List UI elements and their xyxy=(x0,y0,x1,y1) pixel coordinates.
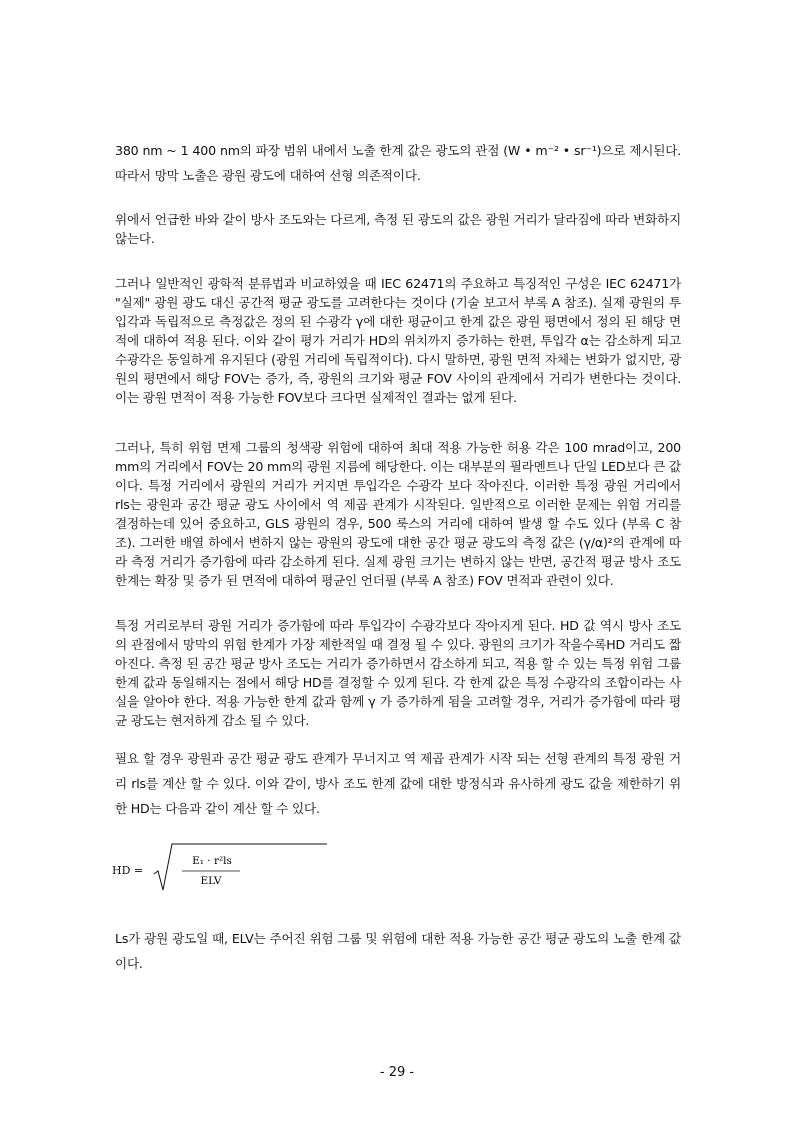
formula-numerator: E₁ · r²ls xyxy=(192,855,232,867)
paragraph-4: 그러나, 특히 위험 면제 그룹의 청색광 위험에 대하여 최대 적용 가능한 허용 각은 100 mrad이고, 200 mm의 거리에서 FOV는 20 mm의 광원 지름에 해당한다. 이는 대부분의 필라멘트나 단일 LED보다 큰 값이다. 특정 거리에서 광원의 거리가 커지면 투입각은 수광각 보다 작아진다. 이러한 특정 광원 거리에서 rls는 광원과 공간 평균 광도 사이에서 역 제곱 관계가 시작된다. 일반적으로 이러한 문제는 위험 거리를 결정하는데 있어 중요하고, GLS 광원의 경우, 500 룩스의 거리에 대하여 발생 할 수도 있다 (부록 C 참조). 그러한 배열 하에서 변하지 않는 광원의 광도에 대한 공간 평균 광도의 측정 값은 (γ/α)²의 관계에 따라 측정 거리가 증가함에 따라 감소하게 된다. 실제 광원 크기는 변하지 않는 반면, 공간적 평균 방사 조도 한계는 확장 및 증가 된 면적에 대하여 평균인 언더필 (부록 A 참조) FOV 면적과 관련이 있다. xyxy=(115,440,681,588)
paragraph-7: Ls가 광원 광도일 때, ELV는 주어진 위험 그룹 및 위험에 대한 적용 가능한 공간 평균 광도의 노출 한계 값이다. xyxy=(115,931,681,971)
formula-denominator: ELV xyxy=(200,875,222,887)
page-number: - 29 - xyxy=(379,1065,415,1080)
paragraph-1: 380 nm ~ 1 400 nm의 파장 범위 내에서 노출 한계 값은 광도의 관점 (W • m⁻² • sr⁻¹)으로 제시된다. 따라서 망막 노출은 광원 광도에 대하여 선형 의존적이다. xyxy=(115,143,681,183)
paragraph-6: 필요 할 경우 광원과 공간 평균 광도 관계가 무너지고 역 제곱 관계가 시작 되는 선형 관계의 특정 광원 거리 rls를 계산 할 수 있다. 이와 같이, 방사 조도 한계 값에 대한 방정식과 유사하게 광도 값을 제한하기 위한 HD는 다음과 같이 계산 할 수 있다. xyxy=(115,751,681,816)
formula-lhs: HD = xyxy=(112,864,144,877)
paragraph-2: 위에서 언급한 바와 같이 방사 조도와는 다르게, 측정 된 광도의 값은 광원 거리가 달라짐에 따라 변화하지 않는다. xyxy=(115,212,681,246)
paragraph-5: 특정 거리로부터 광원 거리가 증가함에 따라 투입각이 수광각보다 작아지게 된다. HD 값 역시 방사 조도의 관점에서 망막의 위험 한계가 가장 제한적일 때 결정 될 수 있다. 광원의 크기가 작을수록HD 거리도 짧아진다. 측정 된 공간 평균 방사 조도는 거리가 증가하면서 감소하게 되고, 적용 할 수 있는 특정 위험 그룹 한계 값과 동일해지는 점에서 해당 HD를 결정할 수 있게 된다. 각 한계 값은 특정 수광각의 조합이라는 사실을 알아야 한다. 적용 가능한 한계 값과 함께 γ 가 증가하게 됨을 고려할 경우, 거리가 증가함에 따라 평균 광도는 현저하게 감소 될 수 있다. xyxy=(115,618,681,728)
square-root-fraction xyxy=(152,840,332,895)
paragraph-3: 그러나 일반적인 광학적 분류법과 비교하였을 때 IEC 62471의 주요하고 특징적인 구성은 IEC 62471가 "실제" 광원 광도 대신 공간적 평균 광도를 고려한다는 것이다 (기술 보고서 부록 A 참조). 실제 광원의 투입각과 독립적으로 측정값은 정의 된 수광각 γ에 대한 평균이고 한계 값은 광원 평면에서 정의 된 해당 면적에 대하여 적용 된다. 이와 같이 평가 거리가 HD의 위치까지 증가하는 한편, 투입각 α는 감소하게 되고 수광각은 동일하게 유지된다 (광원 거리에 독립적이다). 다시 말하면, 광원 면적 자체는 변화가 없지만, 광원의 평면에서 해당 FOV는 증가, 즉, 광원의 크기와 평균 FOV 사이의 관계에서 거리가 변한다는 것이다. 이는 광원 면적이 적용 가능한 FOV보다 크다면 실제적인 결과는 없게 된다. xyxy=(115,276,681,405)
hd-formula xyxy=(112,840,332,895)
